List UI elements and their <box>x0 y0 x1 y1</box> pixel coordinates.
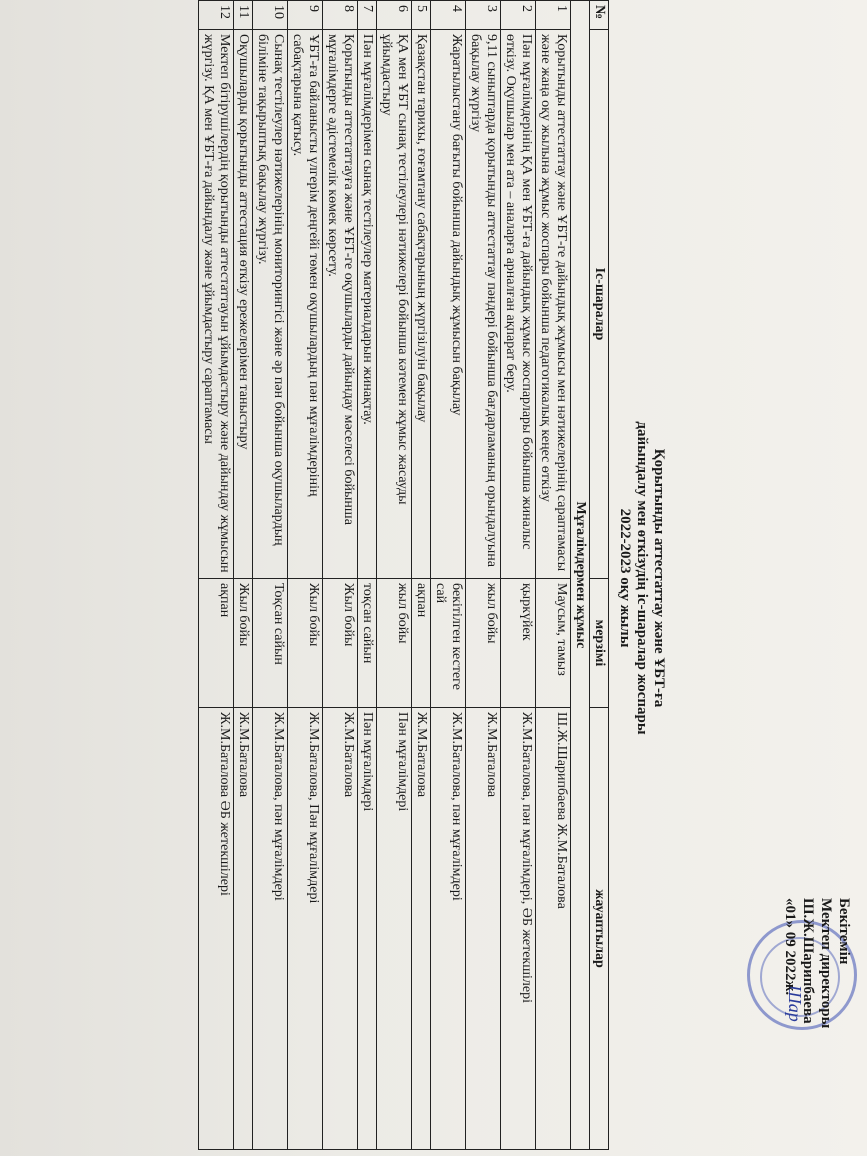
row-term: Жыл бойы <box>323 579 358 708</box>
section-row <box>571 1 590 1150</box>
approval-date: «01» 09 2022ж. <box>782 898 798 996</box>
row-number: 7 <box>358 1 377 30</box>
row-responsible: Ж.М.Баталова <box>323 708 358 1150</box>
header-number: № <box>590 1 609 30</box>
table-row <box>288 1 323 1150</box>
row-responsible: Ж.М.Баталова <box>466 708 501 1150</box>
approval-block <box>781 898 853 1138</box>
row-responsible: Ж.М.Баталова, пән мұғалімдері <box>431 708 466 1150</box>
title-line-2: дайындалу мен өткізудің іс-шаралар жоспары <box>634 421 650 735</box>
row-number: 12 <box>199 1 234 30</box>
table-row <box>431 1 466 1150</box>
row-term: ақпан <box>412 579 431 708</box>
row-activity: ҰБТ-ға байланысты үлгерім деңгейі төмен оқушылардың пән мұғалімдерінің сабақтарына қатысу. <box>288 30 323 579</box>
row-number: 9 <box>288 1 323 30</box>
header-activity: Іс-шаралар <box>590 30 609 579</box>
row-term: тоқсан сайын <box>358 579 377 708</box>
row-term: Жыл бойы <box>234 579 253 708</box>
table-row <box>412 1 431 1150</box>
title-line-1: Қорытынды аттестаттау және ҰБТ-ға <box>651 448 667 708</box>
row-term: Жыл бойы <box>288 579 323 708</box>
row-activity: ҚА мен ҰБТ сынақ тестілеулері нәтижелері бойынша кәтемен жұмыс жасауды ұйымдастыру <box>377 30 412 579</box>
table-header-row <box>590 1 609 1150</box>
plan-table <box>198 0 609 1150</box>
row-responsible: Ж.М.Баталова, пән мұғалімдері, ӘБ жетекшілері <box>501 708 536 1150</box>
row-number: 1 <box>536 1 571 30</box>
row-term: бекітілген кестеге сай <box>431 579 466 708</box>
row-responsible: Ж.М.Баталова <box>412 708 431 1150</box>
approval-line-1: Бекітемін <box>836 898 852 965</box>
row-activity: 9,11 сыныптарда қорытынды аттестаттау пәндері бойынша бағдарламаның орындалуына бақылау жүргізу <box>466 30 501 579</box>
row-responsible: Ж.М.Баталова, пән мұғалімдері <box>253 708 288 1150</box>
approval-line-3: Ш.Ж.Шарипбаева <box>800 898 816 1024</box>
row-activity: Қорытынды аттестаттауға және ҰБТ-ге оқушыларды дайындау мәселесі бойынша мұғалімдерге әдістемелік көмек көрсету. <box>323 30 358 579</box>
row-activity: Пән мұғалімдерімен сынақ тестілеулер материалдарын жинақтау. <box>358 30 377 579</box>
row-activity: Қазақстан тарихы, ғоғамтану сабақтарының жүргізілуін бақылау <box>412 30 431 579</box>
row-term: Тоқсан сайын <box>253 579 288 708</box>
row-activity: Сынақ тестілеулер нәтижелерінің мониторингісі және әр пән бойынша оқушылардың біліміне тақырыптық бақылау жүргізу. <box>253 30 288 579</box>
row-activity: Оқушыларды қорытынды аттестация өткізу ережелерімен таныстыру <box>234 30 253 579</box>
section-title: Мұғалімдермен жұмыс <box>571 1 590 1150</box>
row-activity: Мектеп бітірушілердің қорытынды аттестаттауын ұйымдастыру және дайындау жұмысын жүргізу. ҚА мен ҰБТ-ға дайындалу және ұйымдастыру сараптамасы <box>199 30 234 579</box>
row-responsible: Ж.М.Баталова <box>234 708 253 1150</box>
table-row <box>253 1 288 1150</box>
row-responsible: Ш.Ж.Шарипбаева Ж.М.Баталова <box>536 708 571 1150</box>
director-signature: Шар <box>785 985 805 1022</box>
row-responsible: Пән мұғалімдері <box>358 708 377 1150</box>
row-term: ақпан <box>199 579 234 708</box>
table-row <box>466 1 501 1150</box>
row-activity: Жаратылыстану бағыты бойынша дайындық жұмысын бақылау <box>431 30 466 579</box>
row-term: Маусым, тамыз <box>536 579 571 708</box>
title-line-3: 2022-2023 оқу жылы <box>617 508 633 648</box>
row-number: 5 <box>412 1 431 30</box>
row-activity: Қорытынды аттестаттау және ҰБТ-ге дайындық жұмысы мен нәтижелерінің сараптамасы және жаңа оқу жылына жұмыс жоспары бойынша педагогикалық кеңес өткізу <box>536 30 571 579</box>
document-title <box>616 0 667 1156</box>
table-row <box>234 1 253 1150</box>
row-responsible: Ж.М.Баталова ӘБ жетекшілері <box>199 708 234 1150</box>
approval-line-2: Мектеп директоры <box>818 898 834 1029</box>
row-number: 4 <box>431 1 466 30</box>
row-number: 8 <box>323 1 358 30</box>
row-responsible: Пән мұғалімдері <box>377 708 412 1150</box>
table-row <box>323 1 358 1150</box>
row-term: қыркүйек <box>501 579 536 708</box>
table-row <box>501 1 536 1150</box>
header-term: мерзімі <box>590 579 609 708</box>
header-responsible: жауаптылар <box>590 708 609 1150</box>
row-responsible: Ж.М.Баталова, Пән мұғалімдері <box>288 708 323 1150</box>
row-number: 6 <box>377 1 412 30</box>
row-term: жыл бойы <box>466 579 501 708</box>
table-row <box>377 1 412 1150</box>
table-row <box>199 1 234 1150</box>
row-number: 11 <box>234 1 253 30</box>
row-number: 10 <box>253 1 288 30</box>
table-row <box>358 1 377 1150</box>
row-term: жыл бойы <box>377 579 412 708</box>
row-number: 2 <box>501 1 536 30</box>
row-number: 3 <box>466 1 501 30</box>
row-activity: Пән мұғалімдерінің ҚА мен ҰБТ-ға дайындық жұмыс жоспарлары бойынша жиналыс өткізу. Оқушылар мен ата – аналарға арналған ақпарат беру. <box>501 30 536 579</box>
table-row <box>536 1 571 1150</box>
